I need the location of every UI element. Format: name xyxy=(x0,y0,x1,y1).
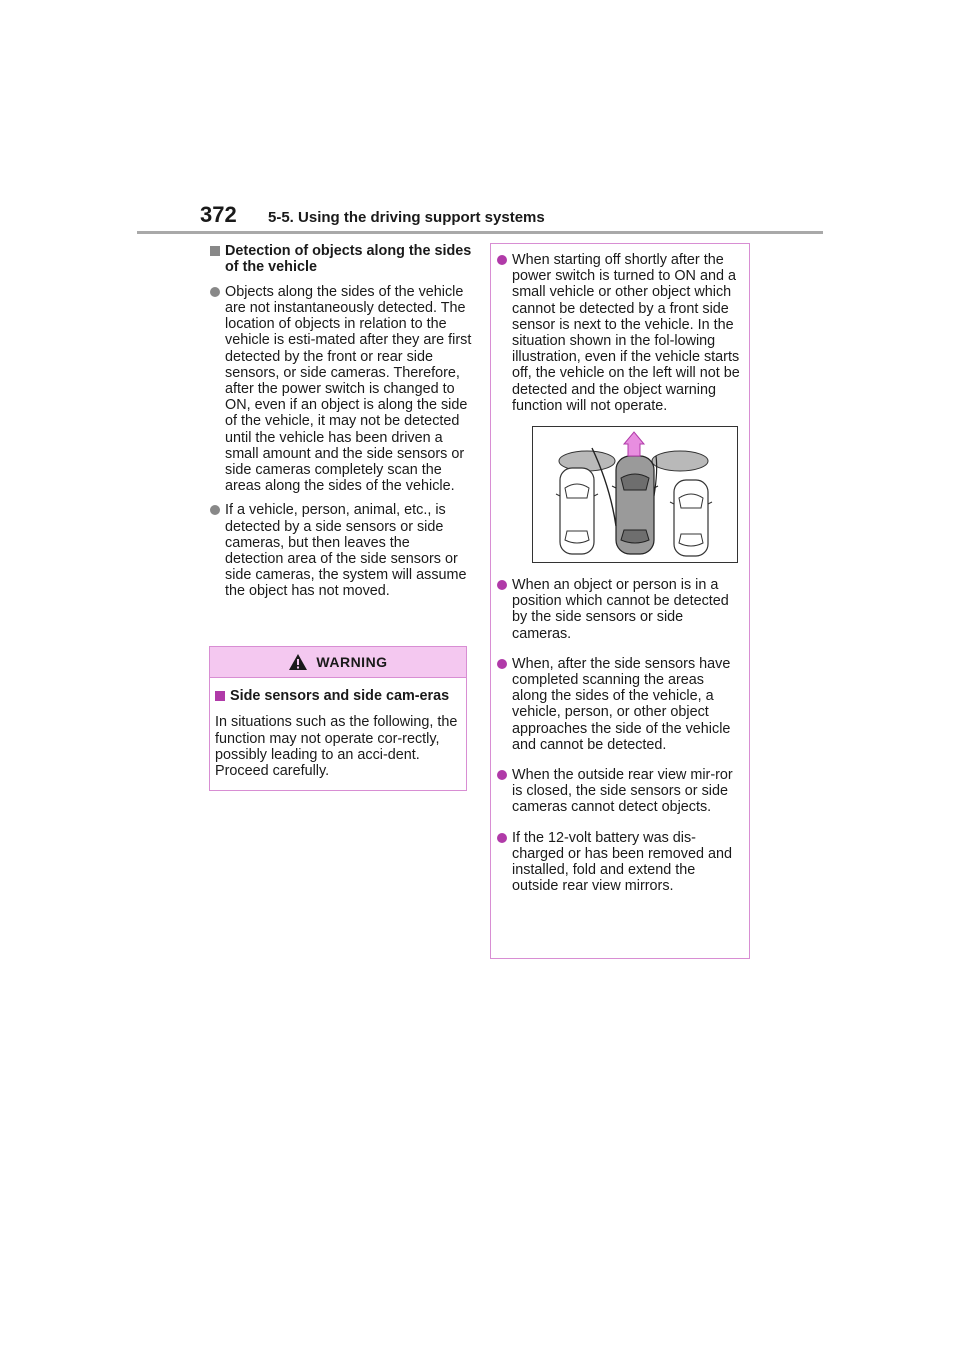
list-item xyxy=(497,656,743,753)
section-heading xyxy=(210,243,472,276)
list-item xyxy=(497,252,743,563)
warning-heading xyxy=(215,688,461,704)
list-item xyxy=(497,577,743,642)
warning-heading-text: Side sensors and side cam-eras xyxy=(230,688,450,704)
bullet-dot-icon xyxy=(497,833,507,843)
warning-label: WARNING xyxy=(316,654,388,670)
square-bullet-icon xyxy=(210,246,220,256)
bullet-dot-icon xyxy=(210,505,220,515)
bullet-dot-icon xyxy=(497,255,507,265)
list-item-text: If a vehicle, person, animal, etc., is detected by a side sensors or side cameras, but then leaves the detection area of the side sensors or side cameras, the system will assume the object has not moved. xyxy=(225,502,467,600)
left-detection-area xyxy=(559,451,615,471)
page-number: 372 xyxy=(200,202,237,227)
vehicle-side-illustration xyxy=(532,426,738,563)
warning-triangle-icon xyxy=(288,653,308,671)
section-heading-text: Detection of objects along the sides of the vehicle xyxy=(225,243,472,276)
section-title: 5-5. Using the driving support systems xyxy=(268,209,545,226)
right-vehicle xyxy=(670,480,712,556)
bullet-dot-icon xyxy=(210,287,220,297)
warning-box xyxy=(209,646,467,791)
header-divider xyxy=(137,231,823,234)
list-item-text: When an object or person is in a position which cannot be detected by the side sensors or side cameras. xyxy=(512,577,729,642)
list-item-text: When, after the side sensors have completed scanning the areas along the sides of the vehicle, a vehicle, person, or other object approaches the side of the vehicle and cannot be detected. xyxy=(512,655,731,753)
square-bullet-icon xyxy=(215,691,225,701)
list-item-text: Objects along the sides of the vehicle are not instantaneously detected. The location of objects in relation to the vehicle is esti-mated after they are first detected by the front or rear side sensors, or side cameras. Therefore, after the power switch is changed to ON, even if an object is along the side of the vehicle, it may not be detected until the vehicle has been driven a small amount and the side sensors or side cameras completely scan the areas along the sides of the vehicle. xyxy=(225,283,472,495)
center-vehicle xyxy=(612,456,658,554)
parking-illustration xyxy=(532,426,738,563)
list-item-text: If the 12-volt battery was dis-charged or has been removed and installed, fold and extend the outside rear view mirrors. xyxy=(512,829,733,895)
warning-body xyxy=(210,678,466,779)
right-column-box xyxy=(490,243,750,959)
warning-text: In situations such as the following, the function may not operate cor-rectly, possibly leading to an acci-dent. Proceed carefully. xyxy=(215,714,458,780)
list-item xyxy=(210,502,472,599)
warning-header xyxy=(210,647,466,678)
list-item-text: When starting off shortly after the power switch is turned to ON and a small vehicle or other object which cannot be detected by a front side sensor is next to the vehicle. In the situation shown in the fol-lowing illustration, even if the vehicle starts off, the vehicle on the left will not be detected and the object warning function will not operate. xyxy=(512,252,740,414)
list-item xyxy=(497,767,743,816)
list-item-text: When the outside rear view mir-ror is closed, the side sensors or side cameras cannot detect objects. xyxy=(512,767,733,816)
left-column xyxy=(210,243,472,600)
bullet-dot-icon xyxy=(497,770,507,780)
left-vehicle xyxy=(556,468,598,554)
list-item xyxy=(210,284,472,495)
bullet-dot-icon xyxy=(497,580,507,590)
list-item xyxy=(497,830,743,895)
bullet-dot-icon xyxy=(497,659,507,669)
right-detection-area xyxy=(652,451,708,471)
